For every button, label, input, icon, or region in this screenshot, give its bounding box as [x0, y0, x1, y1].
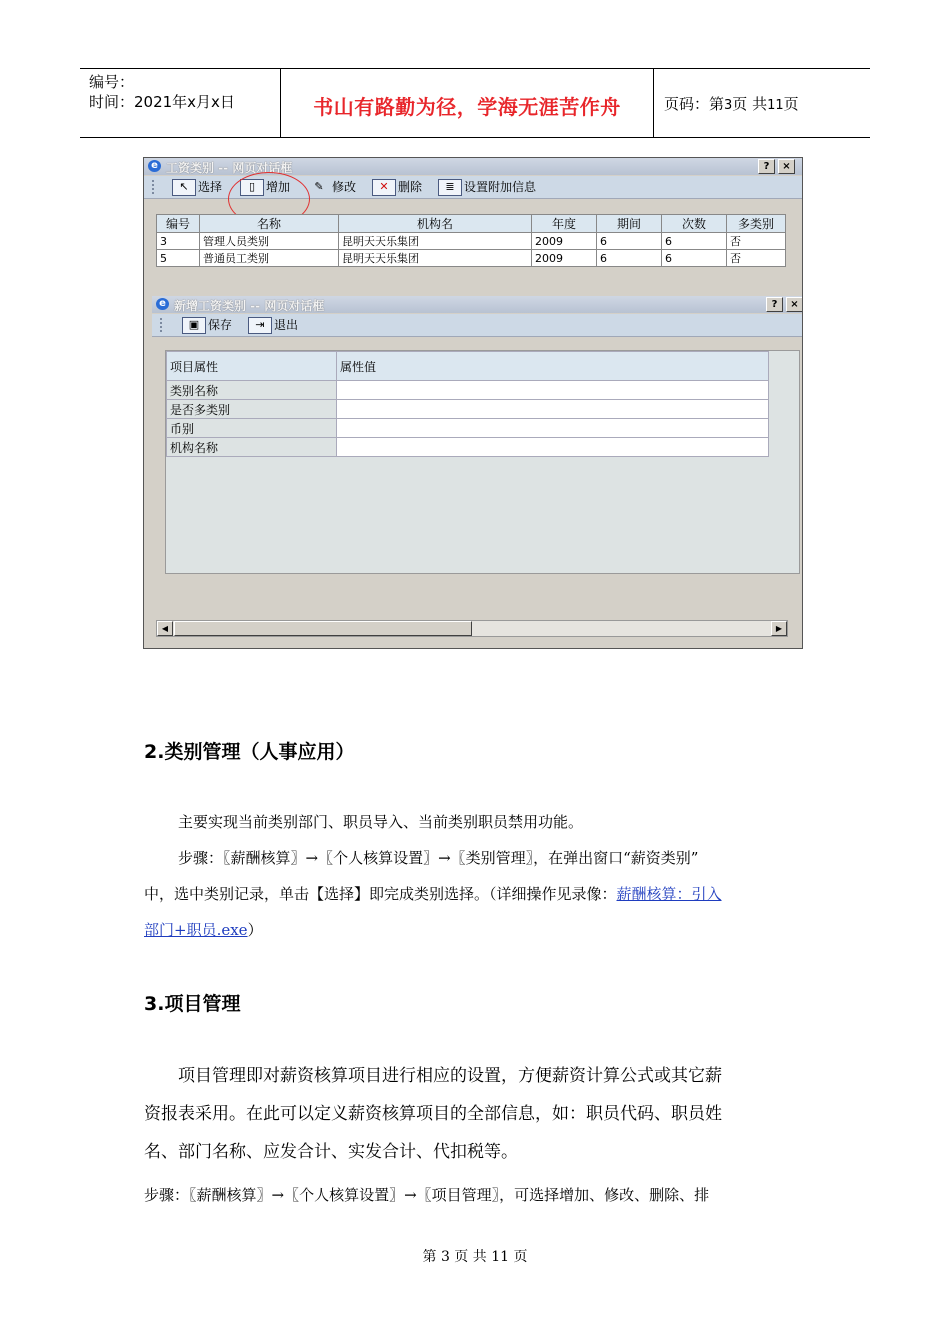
cell: 5	[157, 250, 200, 267]
header-left-cell	[80, 69, 281, 137]
select-button[interactable]: ↖ 选择	[172, 178, 222, 196]
header-motto: 书山有路勤为径，学海无涯苦作舟	[313, 95, 621, 119]
col-header: 属性值	[337, 352, 769, 381]
table-row[interactable]	[157, 250, 786, 267]
section2-body	[144, 804, 824, 948]
col-header: 多类别	[727, 215, 786, 233]
section3-heading: 3.项目管理	[144, 993, 241, 1015]
video-link[interactable]: 薪酬核算：引入	[616, 885, 722, 903]
property-value-input[interactable]	[337, 419, 769, 438]
col-header: 期间	[597, 215, 662, 233]
scroll-right-icon[interactable]: ▶	[771, 621, 787, 636]
scroll-left-icon[interactable]: ◀	[157, 621, 173, 636]
cell: 管理人员类别	[200, 233, 339, 250]
cell: 否	[727, 233, 786, 250]
horizontal-scrollbar[interactable]	[156, 620, 788, 637]
exit-icon: ⇥	[248, 317, 272, 334]
list-icon: ≣	[438, 179, 462, 196]
property-table	[166, 351, 769, 457]
window2-title: 新增工资类别 -- 网页对话框	[174, 299, 325, 313]
exit-button[interactable]: ⇥ 退出	[248, 316, 298, 334]
header-right-cell	[654, 69, 870, 137]
page-header	[80, 68, 870, 138]
video-link-cont[interactable]: 部门+职员.exe	[144, 921, 248, 939]
section2-heading: 2.类别管理（人事应用）	[144, 741, 355, 763]
category-table	[156, 214, 786, 267]
toolbar-grip-icon	[160, 318, 166, 332]
ie-icon: e	[156, 298, 169, 310]
page-current: 3	[724, 98, 733, 113]
property-key: 机构名称	[167, 438, 337, 457]
cell: 6	[662, 250, 727, 267]
cell: 昆明天天乐集团	[339, 250, 532, 267]
section2-p1: 主要实现当前类别部门、职员导入、当前类别职员禁用功能。	[178, 813, 584, 831]
property-value-input[interactable]	[337, 400, 769, 419]
new-doc-icon: ▯	[240, 179, 264, 196]
col-header: 名称	[200, 215, 339, 233]
table-header-row	[157, 215, 786, 233]
delete-x-icon: ✕	[372, 179, 396, 196]
header-page-indicator	[664, 93, 799, 114]
table-row	[167, 381, 769, 400]
section3-body	[144, 1057, 824, 1171]
doc-number-label: 编号：	[89, 73, 135, 91]
property-header-row	[167, 352, 769, 381]
scroll-thumb[interactable]	[174, 621, 472, 636]
cell: 3	[157, 233, 200, 250]
table-row	[167, 438, 769, 457]
window2-toolbar	[152, 314, 803, 337]
section2-p2end: ）	[247, 921, 263, 939]
cell: 普通员工类别	[200, 250, 339, 267]
cell: 6	[597, 233, 662, 250]
col-header: 年度	[532, 215, 597, 233]
cell: 昆明天天乐集团	[339, 233, 532, 250]
section3-p2: 步骤：〖薪酬核算〗→〖个人核算设置〗→〖项目管理〗，可选择增加、修改、删除、排	[144, 1186, 710, 1204]
help-button[interactable]: ?	[766, 297, 783, 312]
property-key: 币别	[167, 419, 337, 438]
pencil-icon: ✎	[314, 180, 324, 193]
window1-title: 工资类别 -- 网页对话框	[166, 161, 293, 175]
doc-time-label: 时间：2021年x月x日	[89, 93, 235, 111]
property-value-input[interactable]	[337, 381, 769, 400]
window2-titlebar	[152, 296, 803, 313]
header-center-cell	[281, 69, 654, 137]
close-button[interactable]: ×	[786, 297, 803, 312]
col-header: 项目属性	[167, 352, 337, 381]
cell: 否	[727, 250, 786, 267]
close-button[interactable]: ×	[778, 159, 795, 174]
window1-titlebar	[144, 158, 802, 175]
section3-p1a: 项目管理即对薪资核算项目进行相应的设置，方便薪资计算公式或其它薪	[178, 1066, 722, 1086]
col-header: 次数	[662, 215, 727, 233]
table-row[interactable]	[157, 233, 786, 250]
cell: 6	[662, 233, 727, 250]
section2-p2b: 中，选中类别记录，单击【选择】即完成类别选择。（详细操作见录像：	[144, 885, 617, 903]
save-button[interactable]: ▣ 保存	[182, 316, 232, 334]
cell: 6	[597, 250, 662, 267]
page-total: 11	[767, 98, 784, 113]
page-footer: 第 3 页 共 11 页	[422, 1249, 528, 1265]
property-panel	[165, 350, 800, 574]
ie-icon: e	[148, 160, 161, 172]
floppy-icon: ▣	[182, 317, 206, 334]
table-row	[167, 419, 769, 438]
page-mid: 页 共	[732, 95, 768, 113]
property-key: 是否多类别	[167, 400, 337, 419]
page-suffix: 页	[783, 95, 799, 113]
page-prefix: 页码：第	[664, 95, 725, 113]
add-button[interactable]: ▯ 增加	[240, 178, 290, 196]
section3-p1c: 名、部门名称、应发合计、实发合计、代扣税等。	[144, 1142, 518, 1162]
toolbar-grip-icon	[152, 180, 158, 194]
help-button[interactable]: ?	[758, 159, 775, 174]
cell: 2009	[532, 233, 597, 250]
edit-button[interactable]: ✎ 修改	[308, 178, 356, 196]
cursor-icon: ↖	[172, 179, 196, 196]
property-key: 类别名称	[167, 381, 337, 400]
property-value-input[interactable]	[337, 438, 769, 457]
table-row	[167, 400, 769, 419]
new-category-dialog	[152, 296, 803, 578]
extra-info-button[interactable]: ≣ 设置附加信息	[438, 178, 536, 196]
section2-p2a: 步骤：〖薪酬核算〗→〖个人核算设置〗→〖类别管理〗，在弹出窗口“薪资类别”	[178, 849, 699, 867]
col-header: 编号	[157, 215, 200, 233]
cell: 2009	[532, 250, 597, 267]
section3-p1b: 资报表采用。在此可以定义薪资核算项目的全部信息，如：职员代码、职员姓	[144, 1104, 722, 1124]
col-header: 机构名	[339, 215, 532, 233]
delete-button[interactable]: ✕ 删除	[372, 178, 422, 196]
embedded-screenshot	[143, 157, 803, 649]
